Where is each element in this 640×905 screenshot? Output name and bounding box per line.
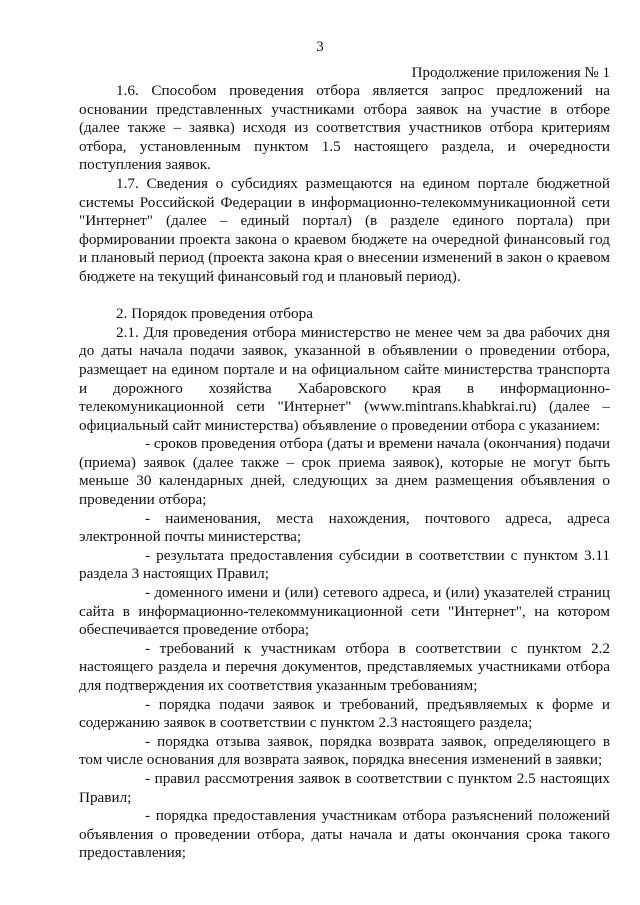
list-item-deadlines: - сроков проведения отбора (даты и времени начала (окончания) подачи (приема) заявок (далее также – срок приема заявок), которые не могут быть меньше 30 календарных дней, следующих за днем размещения объявления о проведении отбора;	[79, 435, 610, 509]
list-item-domain-name: - доменного имени и (или) сетевого адреса, и (или) указателей страниц сайта в информационно-телекоммуникационной сети "Интернет", на котором обеспечивается проведение отбора;	[79, 584, 610, 639]
document-body	[79, 82, 610, 863]
list-item-review-rules: - правил рассмотрения заявок в соответствии с пунктом 2.5 настоящих Правил;	[79, 769, 610, 806]
appendix-continuation-note: Продолжение приложения № 1	[411, 65, 610, 81]
list-item-participant-requirements: - требований к участникам отбора в соответствии с пунктом 2.2 настоящего раздела и перечня документов, представляемых участниками отбора для подтверждения их соответствия указанным требованиям;	[79, 639, 610, 694]
list-item-subsidy-result: - результата предоставления субсидии в соответствии с пунктом 3.11 раздела 3 настоящих Правил;	[79, 546, 610, 583]
paragraph-1-7: 1.7. Сведения о субсидиях размещаются на едином портале бюджетной системы Российской Федерации в информационно-телекоммуникационной сети "Интернет" (далее – единый портал) (в разделе единого портала) при формировании проекта закона о краевом бюджете на очередной финансовый год и плановый период (проекта закона края о внесении изменений в закон о краевом бюджете на текущий финансовый год и плановый период).	[79, 174, 610, 285]
page-number: 3	[316, 39, 324, 55]
section-heading-2: 2. Порядок проведения отбора	[116, 305, 313, 323]
list-item-clarifications: - порядка предоставления участникам отбора разъяснений положений объявления о проведении отбора, даты начала и даты окончания срока такого предоставления;	[79, 807, 610, 862]
list-item-withdrawal-procedure: - порядка отзыва заявок, порядка возврата заявок, определяющего в том числе основания для возврата заявок, порядка внесения изменений в заявки;	[79, 732, 610, 769]
list-item-ministry-contacts: - наименования, места нахождения, почтового адреса, адреса электронной почты министерства;	[79, 509, 610, 546]
list-item-application-procedure: - порядка подачи заявок и требований, предъявляемых к форме и содержанию заявок в соответствии с пунктом 2.3 настоящего раздела;	[79, 695, 610, 732]
paragraph-2-1: 2.1. Для проведения отбора министерство не менее чем за два рабочих дня до даты начала подачи заявок, указанной в объявлении о проведении отбора, размещает на едином портале и на официальном сайте министерства транспорта и дорожного хозяйства Хабаровского края в информационно-телекомуникационной сети "Интернет" (www.mintrans.khabkrai.ru) (далее – официальный сайт министерства) объявление о проведении отбора с указанием:	[79, 323, 610, 434]
paragraph-1-6: 1.6. Способом проведения отбора является запрос предложений на основании представленных участниками отбора заявок на участие в отборе (далее также – заявка) исходя из соответствия участников отбора критериям отбора, установленным пунктом 1.5 настоящего раздела, и очередности поступления заявок.	[79, 82, 610, 174]
